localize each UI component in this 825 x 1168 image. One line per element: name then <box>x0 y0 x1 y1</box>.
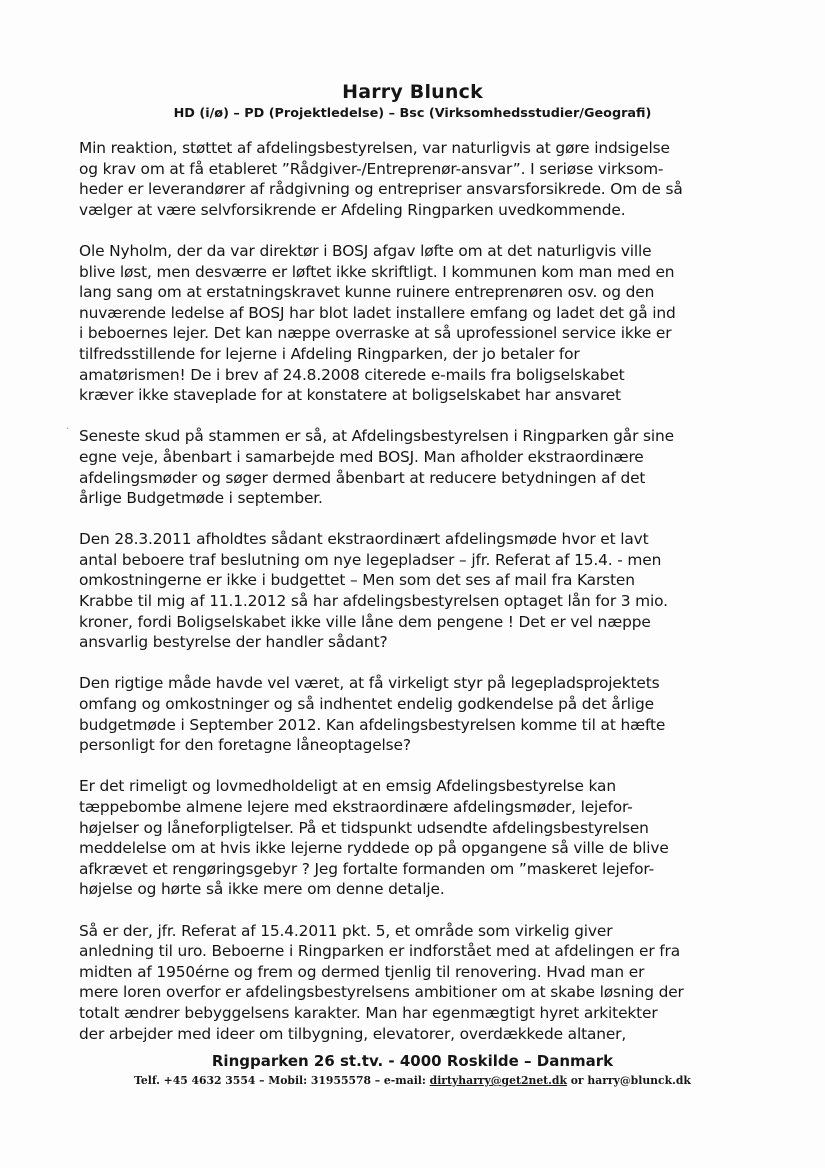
text-line: totalt ændrer bebyggelsens karakter. Man har egenmægtigt hyret arkitekter <box>79 1003 658 1022</box>
text-line: lang sang om at erstatningskravet kunne ruinere entreprenøren osv. og den <box>79 283 655 302</box>
paragraph <box>79 138 749 220</box>
text-line: tæppebombe almene lejere med ekstraordinære afdelingsmøder, lejefor- <box>79 798 633 816</box>
text-line: Ole Nyholm, der da var direktør i BOSJ afgav løfte om at det naturligvis ville <box>79 241 652 260</box>
text-line: Er det rimeligt og lovmedholdeligt at en emsig Afdelingsbestyrelse kan <box>79 777 616 796</box>
text-line: meddelelse om at hvis ikke lejerne ryddede op på opgangene så ville de blive <box>79 839 669 858</box>
paragraph <box>79 426 749 508</box>
text-line: der arbejder med ideer om tilbygning, elevatorer, overdækkede altaner, <box>79 1024 627 1043</box>
text-line: Så er der, jfr. Referat af 15.4.2011 pkt. 5, et område som virkelig giver <box>79 921 613 940</box>
text-line: Min reaktion, støttet af afdelingsbestyrelsen, var naturligvis at gøre indsigelse <box>79 139 670 157</box>
author-degrees: HD (i/ø) – PD (Projektledelse) – Bsc (Virksomhedsstudier/Geografi) <box>173 106 652 121</box>
email-link[interactable]: dirtyharry@get2net.dk <box>429 1074 567 1087</box>
text-line: Krabbe til mig af 11.1.2012 så har afdelingsbestyrelsen optaget lån for 3 mio. <box>79 592 668 611</box>
text-line: budgetmøde i September 2012. Kan afdelingsbestyrelsen komme til at hæfte <box>79 715 666 734</box>
text-line: omfang og omkostninger og så indhentet endelig godkendelse på det årlige <box>79 695 654 714</box>
text-line: personligt for den foretagne låneoptagelse? <box>79 736 411 755</box>
paragraph <box>79 776 749 900</box>
text-line: antal beboere traf beslutning om nye legepladser – jfr. Referat af 15.4. - men <box>79 550 662 569</box>
text-line: mere loren overfor er afdelingsbestyrelsens ambitioner om at skabe løsning der <box>79 983 684 1002</box>
text-line: kroner, fordi Boligselskabet ikke ville låne dem pengene ! Det er vel næppe <box>79 612 651 631</box>
text-line: blive løst, men desværre er løftet ikke skriftligt. I kommunen kom man med en <box>79 262 675 281</box>
text-line: Den rigtige måde havde vel været, at få virkeligt styr på legepladsprojektets <box>79 674 660 693</box>
text-line: afkrævet et rengøringsgebyr ? Jeg fortalte formanden om ”maskeret lejefor- <box>79 859 655 878</box>
letter-footer <box>0 1050 825 1090</box>
paragraph <box>79 673 749 755</box>
text-line: egne veje, åbenbart i samarbejde med BOSJ. Man afholder ekstraordinære <box>79 447 644 466</box>
text-line: årlige Budgetmøde i september. <box>79 489 323 508</box>
text-line: ansvarlig bestyrelse der handler sådant? <box>79 633 388 652</box>
text-line: Den 28.3.2011 afholdtes sådant ekstraordinært afdelingsmøde hvor et lavt <box>79 530 649 549</box>
text-line: kræver ikke staveplade for at konstatere at boligselskabet har ansvaret <box>79 386 621 405</box>
text-line: højelse og hørte så ikke mere om denne detalje. <box>79 880 445 899</box>
text-line: vælger at være selvforsikrende er Afdeling Ringparken uvedkommende. <box>79 200 626 219</box>
text-line: og krav om at få etableret ”Rådgiver-/Entreprenør-ansvar”. I seriøse virksom- <box>79 159 664 178</box>
paragraph <box>79 921 749 1045</box>
text-line: afdelingsmøder og søger dermed åbenbart at reducere betydningen af det <box>79 468 646 487</box>
text-line: tilfredsstillende for lejerne i Afdeling Ringparken, der jo betaler for <box>79 344 580 363</box>
letterhead <box>0 80 825 124</box>
text-line: amatørismen! De i brev af 24.8.2008 citerede e-mails fra boligselskabet <box>79 365 625 384</box>
author-name: Harry Blunck <box>342 81 483 103</box>
text-line: Seneste skud på stammen er så, at Afdelingsbestyrelsen i Ringparken går sine <box>79 427 674 446</box>
text-line: højelser og låneforpligtelser. På et tidspunkt udsendte afdelingsbestyrelsen <box>79 818 649 837</box>
paragraph <box>79 529 749 653</box>
footer-address: Ringparken 26 st.tv. - 4000 Roskilde – Danmark <box>211 1052 614 1070</box>
text-line: heder er leverandører af rådgivning og entrepriser ansvarsforsikrede. Om de så <box>79 180 683 199</box>
contact-email-alt: or harry@blunck.dk <box>570 1074 691 1087</box>
text-line: omkostningerne er ikke i budgettet – Men som det ses af mail fra Karsten <box>79 571 635 590</box>
text-line: i beboernes lejer. Det kan næppe overraske at så uprofessionel service ikke er <box>79 324 672 343</box>
footer-contact <box>0 1072 825 1090</box>
text-line: anledning til uro. Beboerne i Ringparken er indforstået med at afdelingen er fra <box>79 942 680 961</box>
text-line: midten af 1950érne og frem og dermed tjenlig til renovering. Hvad man er <box>79 962 645 981</box>
text-line: nuværende ledelse af BOSJ har blot ladet installere emfang og ladet det gå ind <box>79 303 676 322</box>
paragraph <box>79 241 749 406</box>
scan-mark: · <box>66 424 70 435</box>
letter-body <box>79 138 749 1065</box>
contact-phone-text: Telf. +45 4632 3554 – Mobil: 31955578 – e-mail: <box>134 1074 426 1087</box>
